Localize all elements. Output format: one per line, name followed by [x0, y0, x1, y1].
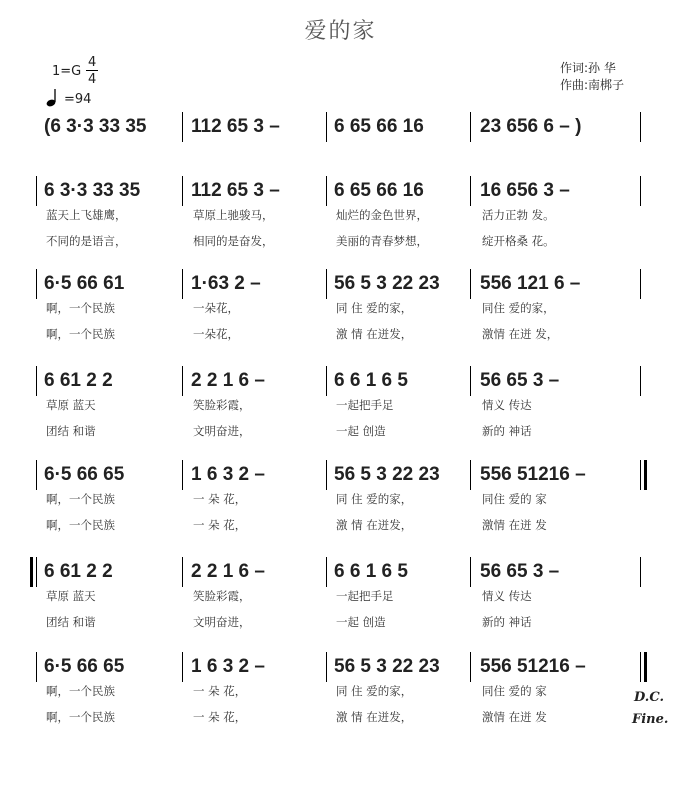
measure-notes: 6 6 1 6 5 — [334, 370, 408, 391]
tempo-marking: =94 — [64, 92, 92, 107]
measure-notes: 6 61 2 2 — [44, 370, 113, 391]
measure-notes: 56 5 3 22 23 — [334, 656, 440, 677]
repeat-start-bar — [30, 557, 33, 587]
measure-notes: 56 5 3 22 23 — [334, 273, 440, 294]
lyric-verse-2: 新的 神话 — [482, 424, 532, 438]
measure-notes: 56 65 3 – — [480, 370, 560, 391]
key-signature: 1=G — [52, 64, 82, 79]
measure-notes: 6 61 2 2 — [44, 561, 113, 582]
bar-line — [470, 652, 471, 682]
lyricist-credit: 作词:孙 华 — [560, 61, 616, 75]
bar-line — [182, 557, 183, 587]
lyric-verse-2: 相同的是奋发， — [193, 234, 274, 248]
lyric-verse-1: 情义 传达 — [482, 589, 532, 603]
lyric-verse-2: 新的 神话 — [482, 615, 532, 629]
lyric-verse-1: 笑脸彩霞， — [193, 589, 251, 603]
bar-line — [326, 366, 327, 396]
lyric-verse-2: 一起 创造 — [336, 424, 386, 438]
lyric-verse-2: 啊，一个民族 — [46, 710, 115, 724]
page-title: 爱的家 — [304, 19, 377, 44]
lyric-verse-2: 不同的是语言， — [46, 234, 127, 248]
measure-notes: 1·63 2 – — [191, 273, 261, 294]
lyric-verse-1: 同住 爱的家， — [482, 301, 555, 315]
lyric-verse-2: 激情 在迸 发， — [482, 327, 559, 341]
bar-line — [470, 366, 471, 396]
time-signature-denominator: 4 — [88, 72, 97, 87]
measure-notes: 6 65 66 16 — [334, 116, 424, 137]
lyric-verse-1: 草原上驰骏马， — [193, 208, 274, 222]
lyric-verse-2: 文明奋进， — [193, 424, 251, 438]
lyric-verse-2: 啊，一个民族 — [46, 327, 115, 341]
lyric-verse-1: 一起把手足 — [336, 398, 394, 412]
measure-notes: 56 5 3 22 23 — [334, 464, 440, 485]
measure-notes: 1 6 3 2 – — [191, 656, 265, 677]
measure-notes: 556 121 6 – — [480, 273, 581, 294]
bar-line — [470, 557, 471, 587]
repeat-end-bar — [644, 652, 647, 682]
lyric-verse-1: 活力正勃 发。 — [482, 208, 555, 222]
lyric-verse-2: 啊，一个民族 — [46, 518, 115, 532]
lyric-verse-2: 一朵花， — [193, 327, 239, 341]
measure-notes: 556 51216 – — [480, 656, 586, 677]
lyric-verse-2: 团结 和谐 — [46, 424, 96, 438]
measure-notes: 2 2 1 6 – — [191, 370, 265, 391]
lyric-verse-1: 一 朵 花， — [193, 684, 247, 698]
lyric-verse-2: 一起 创造 — [336, 615, 386, 629]
bar-line — [36, 176, 37, 206]
bar-line — [640, 176, 641, 206]
lyric-verse-2: 激 情 在迸发， — [336, 327, 413, 341]
bar-line — [326, 269, 327, 299]
lyric-verse-2: 绽开格桑 花。 — [482, 234, 555, 248]
time-signature-numerator: 4 — [88, 55, 97, 70]
lyric-verse-1: 草原 蓝天 — [46, 398, 96, 412]
bar-line — [182, 112, 183, 142]
bar-line — [36, 269, 37, 299]
composer-credit: 作曲:南梆子 — [560, 78, 625, 92]
bar-line — [640, 366, 641, 396]
measure-notes: 1 6 3 2 – — [191, 464, 265, 485]
lyric-verse-1: 同住 爱的 家 — [482, 492, 547, 506]
dc-marking: D.C. — [634, 690, 664, 705]
bar-line — [326, 652, 327, 682]
bar-line — [326, 460, 327, 490]
measure-notes: 16 656 3 – — [480, 180, 570, 201]
lyric-verse-1: 同 住 爱的家， — [336, 684, 413, 698]
bar-line — [640, 112, 641, 142]
bar-line — [36, 557, 37, 587]
lyric-verse-1: 草原 蓝天 — [46, 589, 96, 603]
bar-line — [182, 176, 183, 206]
measure-notes: 6 65 66 16 — [334, 180, 424, 201]
bar-line — [640, 269, 641, 299]
lyric-verse-1: 啊，一个民族 — [46, 492, 115, 506]
lyric-verse-1: 笑脸彩霞， — [193, 398, 251, 412]
bar-line — [182, 460, 183, 490]
measure-notes: 112 65 3 – — [191, 116, 280, 137]
measure-notes: 23 656 6 – ) — [480, 116, 582, 137]
lyric-verse-1: 情义 传达 — [482, 398, 532, 412]
lyric-verse-1: 灿烂的金色世界， — [336, 208, 428, 222]
bar-line — [326, 176, 327, 206]
lyric-verse-1: 啊，一个民族 — [46, 301, 115, 315]
bar-line — [640, 557, 641, 587]
measure-notes: 112 65 3 – — [191, 180, 280, 201]
quarter-note-icon — [46, 89, 61, 107]
measure-notes: 556 51216 – — [480, 464, 586, 485]
measure-notes: 6·5 66 65 — [44, 464, 125, 485]
measure-notes: 2 2 1 6 – — [191, 561, 265, 582]
lyric-verse-1: 同 住 爱的家， — [336, 492, 413, 506]
repeat-end-bar — [644, 460, 647, 490]
measure-notes: 6 3·3 33 35 — [44, 180, 141, 201]
lyric-verse-2: 团结 和谐 — [46, 615, 96, 629]
bar-line — [326, 557, 327, 587]
lyric-verse-2: 激 情 在迸发， — [336, 710, 413, 724]
fine-marking: Fine. — [632, 712, 669, 727]
lyric-verse-2: 文明奋进， — [193, 615, 251, 629]
lyric-verse-2: 激情 在迸 发 — [482, 710, 547, 724]
time-signature-line — [86, 70, 98, 71]
lyric-verse-1: 同 住 爱的家， — [336, 301, 413, 315]
lyric-verse-2: 激情 在迸 发 — [482, 518, 547, 532]
lyric-verse-1: 一朵花， — [193, 301, 239, 315]
lyric-verse-1: 同住 爱的 家 — [482, 684, 547, 698]
lyric-verse-2: 一 朵 花， — [193, 518, 247, 532]
measure-notes: 56 65 3 – — [480, 561, 560, 582]
lyric-verse-2: 一 朵 花， — [193, 710, 247, 724]
bar-line — [470, 460, 471, 490]
bar-line — [182, 652, 183, 682]
bar-line — [640, 460, 641, 490]
bar-line — [326, 112, 327, 142]
bar-line — [640, 652, 641, 682]
bar-line — [470, 112, 471, 142]
bar-line — [36, 652, 37, 682]
lyric-verse-2: 美丽的青春梦想， — [336, 234, 428, 248]
lyric-verse-1: 蓝天上飞雄鹰， — [46, 208, 127, 222]
bar-line — [470, 269, 471, 299]
measure-notes: 6·5 66 65 — [44, 656, 125, 677]
measure-notes: 6 6 1 6 5 — [334, 561, 408, 582]
measure-notes: 6·5 66 61 — [44, 273, 125, 294]
lyric-verse-1: 一 朵 花， — [193, 492, 247, 506]
bar-line — [182, 366, 183, 396]
lyric-verse-1: 啊，一个民族 — [46, 684, 115, 698]
bar-line — [182, 269, 183, 299]
bar-line — [36, 460, 37, 490]
bar-line — [470, 176, 471, 206]
bar-line — [36, 366, 37, 396]
measure-notes: (6 3·3 33 35 — [44, 116, 147, 137]
lyric-verse-1: 一起把手足 — [336, 589, 394, 603]
lyric-verse-2: 激 情 在迸发， — [336, 518, 413, 532]
